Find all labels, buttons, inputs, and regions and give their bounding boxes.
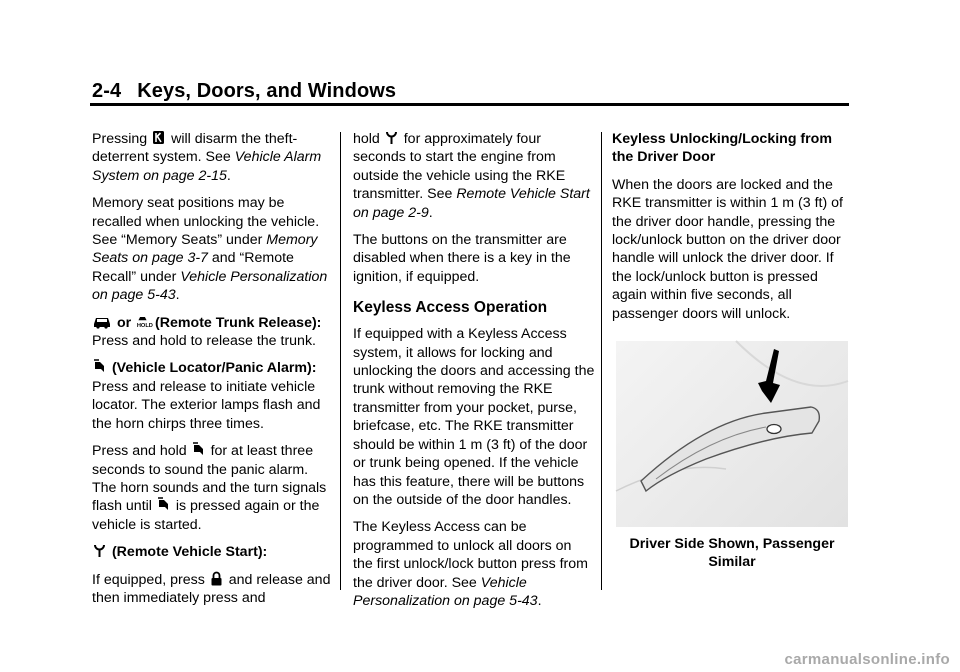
panic-horn-icon [157,497,170,512]
paragraph [353,518,595,610]
paragraph [92,130,332,185]
text: The Keyless Access can be programmed to unlock all doors on the first unlock/lock button press from the driver door. See [353,519,588,591]
figure-caption: Driver Side Shown, Passenger Similar [629,536,835,571]
paragraph [92,194,332,304]
text: and “Remote Recall” under [92,250,294,285]
text: If equipped, press [92,571,205,588]
paragraph [92,442,332,534]
feature-title: (Remote Vehicle Start): [111,544,268,561]
text: Press and hold to release the trunk. [92,333,316,350]
chapter-title: Keys, Doors, and Windows [137,80,397,102]
cross-reference-link[interactable]: Vehicle Personalization on page 5-43 [92,268,328,304]
svg-text:HOLD: HOLD [136,322,153,329]
subheading [612,130,852,167]
text: Pressing [92,131,148,147]
text: for at least three seconds to sound the panic alarm. The horn sounds and the turn signals flash until [92,443,327,515]
text: . [428,204,433,221]
cross-reference-link[interactable]: Remote Vehicle Start on page 2-9 [353,186,590,221]
paragraph [92,543,332,561]
paragraph: When the doors are locked and the RKE transmitter is within 1 m (3 ft) of the driver door handle, pressing the lock/unlock button on the driver door handle will unlock the driver door. If the lock/unlock button is pressed again within five seconds, all passenger doors will unlock. [612,176,843,322]
cross-reference-link[interactable]: Memory Seats on page 3-7 [92,232,318,267]
text: hold [353,131,380,147]
column-divider [601,132,602,590]
watermark: carmanualsonline.info [784,651,950,668]
text: . [175,287,180,304]
page-number: 2-4 [92,80,122,102]
panic-horn-icon [93,359,106,374]
remote-start-icon [385,130,398,145]
text: Press and hold [92,443,187,460]
remote-start-icon [93,543,106,558]
paragraph: The buttons on the transmitter are disabled when there is a key in the ignition, if equipped. [353,232,571,285]
text: or [116,314,132,331]
text: will disarm the theft-deterrent system. See [92,131,298,166]
section-heading: Keyless Access Operation [353,299,548,317]
text: is pressed again or the vehicle is started. [92,498,320,533]
paragraph [353,130,595,222]
trunk-car-icon [93,314,111,329]
panic-horn-icon [192,442,205,457]
subheading-text: Keyless Unlocking/Locking from the Driver Door [612,131,832,166]
hold-icon [136,314,153,329]
paragraph [92,314,332,351]
header-rule [90,103,849,106]
text: for approximately four seconds to start the engine from outside the vehicle using the RKE transmitter. See [353,131,566,203]
column-2 [353,130,595,619]
cross-reference-link[interactable]: Vehicle Alarm System on page 2-15 [92,149,322,184]
paragraph: If equipped with a Keyless Access system, it allows for locking and unlocking the doors and accessing the trunk without removing the RKE transmitter from your pocket, purse, briefcase, etc. The RKE transmitter should be within 1 m (3 ft) of the door or trunk being opened. If the vehicle has this feature, there will be buttons on the outside of the door handles. [353,326,595,508]
page-header [92,80,396,103]
unlock-icon [152,130,165,145]
column-3 [612,130,852,571]
paragraph [92,359,332,433]
cross-reference-link[interactable]: Vehicle Personalization on page 5-43 [353,574,538,609]
feature-title: (Remote Trunk Release): [155,314,322,331]
column-1 [92,130,332,616]
text: . [537,592,542,609]
door-handle-illustration [616,341,848,527]
text: Press and release to initiate vehicle locator. The exterior lamps flash and the horn chirps three times. [92,378,321,432]
text: . [226,167,231,184]
lock-icon [210,571,223,586]
text: and release and then immediately press and [92,571,331,606]
column-divider [340,132,341,590]
text: Memory seat positions may be recalled when unlocking the vehicle. See “Memory Seats” under [92,195,320,249]
paragraph [92,571,332,608]
feature-title: (Vehicle Locator/Panic Alarm): [111,360,317,377]
